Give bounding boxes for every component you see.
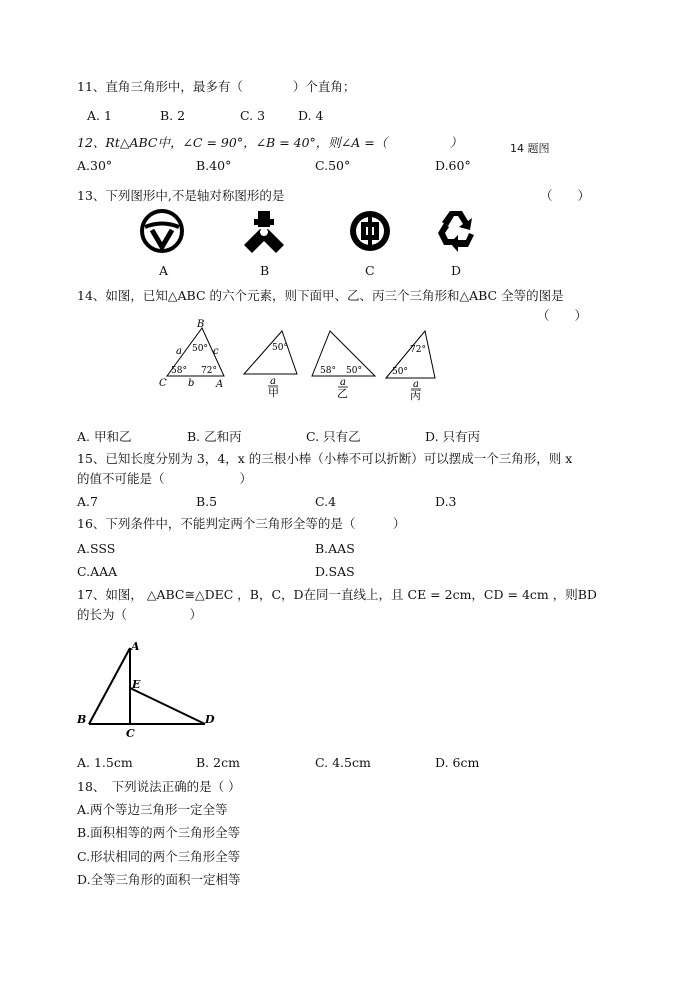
svg-text:50°: 50° [346,366,362,376]
q12-stem: 12、Rt△ABC中，∠C = 90°，∠B = 40°，则∠A =（ ） [77,135,463,150]
svg-text:B: B [197,319,205,330]
q17-stem-line1: 17、如图， △ABC≅△DEC ，B，C，D在同一直线上，且 CE = 2cm，CD = 4cm ，则BD [77,587,597,602]
q16-option-a: A.SSS [77,541,116,556]
svg-text:a: a [176,346,182,357]
q12-option-a: A.30° [77,158,113,173]
svg-text:B: B [77,713,87,726]
q17-stem-line2: 的长为（ ） [77,607,203,622]
svg-text:50°: 50° [392,367,408,377]
svg-text:72°: 72° [410,345,426,355]
svg-text:乙: 乙 [337,387,348,400]
svg-text:E: E [132,678,141,691]
svg-text:丙: 丙 [410,389,421,402]
svg-text:甲: 甲 [268,386,279,399]
q15-option-b: B.5 [196,494,218,509]
q14-answer-paren: （ ） [537,308,588,323]
q18-stem: 18、 下列说法正确的是（ ） [77,779,241,794]
svg-text:C: C [159,378,167,389]
q15-stem-line2: 的值不可能是（ ） [77,471,253,486]
svg-text:c: c [213,346,219,357]
svg-text:A: A [216,379,224,390]
q14-figure-note: 14 题图 [510,142,550,155]
q18-option-a: A.两个等边三角形一定全等 [77,802,228,817]
svg-text:D: D [205,713,215,726]
q11-stem: 11、直角三角形中，最多有（ ）个直角； [77,79,356,94]
q14-stem: 14、如图，已知△ABC 的六个元素，则下面甲、乙、丙三个三角形和△ABC 全等的图是 [77,288,564,303]
q13-stem: 13、下列图形中,不是轴对称图形的是 [77,188,285,203]
q17-figure [75,636,225,740]
q17-option-a: A. 1.5cm [77,755,133,770]
q13-option-c: C [365,263,375,278]
svg-text:A: A [131,640,140,653]
svg-text:58°: 58° [171,366,187,376]
q15-stem-line1: 15、已知长度分别为 3，4，x 的三根小棒（小棒不可以折断）可以摆成一个三角形，则 x [77,451,573,466]
q16-option-d: D.SAS [315,564,355,579]
q16-option-c: C.AAA [77,564,118,579]
q15-option-d: D.3 [435,494,457,509]
q13-logos [140,205,480,260]
q11-option-c: C. 3 [240,108,266,123]
q17-option-c: C. 4.5cm [315,755,371,770]
q14-option-d: D. 只有丙 [425,429,481,444]
q12-option-b: B.40° [196,158,232,173]
svg-text:72°: 72° [201,366,217,376]
svg-text:a: a [413,379,419,390]
ring-v-logo-icon [142,211,182,251]
q12-option-d: D.60° [435,158,471,173]
q11-option-d: D. 4 [298,108,324,123]
q13-option-b: B [260,263,270,278]
q11-option-a: A. 1 [87,108,112,123]
q16-stem: 16、下列条件中，不能判定两个三角形全等的是（ ） [77,516,406,531]
q14-option-a: A. 甲和乙 [77,429,132,444]
q13-option-a: A [159,263,169,278]
q15-option-a: A.7 [77,494,98,509]
svg-text:b: b [188,378,195,389]
triangle-bing [386,331,435,402]
q16-option-b: B.AAS [315,541,355,556]
triangle-abc [159,319,224,390]
q14-option-c: C. 只有乙 [306,429,361,444]
svg-text:a: a [340,377,346,388]
svg-text:C: C [126,727,135,740]
three-petal-logo-icon [244,211,284,253]
q14-option-b: B. 乙和丙 [187,429,242,444]
svg-text:58°: 58° [320,366,336,376]
coin-logo-icon [350,211,390,251]
q11-option-b: B. 2 [160,108,186,123]
q18-option-b: B.面积相等的两个三角形全等 [77,825,241,840]
q18-option-c: C.形状相同的两个三角形全等 [77,849,241,864]
q12-option-c: C.50° [315,158,351,173]
svg-text:a: a [270,376,276,387]
recycle-icon [438,211,474,252]
q17-option-d: D. 6cm [435,755,480,770]
q17-option-b: B. 2cm [196,755,240,770]
q13-answer-paren: （ ） [540,188,591,203]
svg-text:50°: 50° [272,343,288,353]
q18-option-d: D.全等三角形的面积一定相等 [77,872,241,887]
triangle-jia [244,331,297,399]
q15-option-c: C.4 [315,494,337,509]
triangle-yi [312,331,375,400]
q14-figure [150,312,450,404]
q13-option-d: D [451,263,462,278]
svg-text:50°: 50° [192,344,208,354]
